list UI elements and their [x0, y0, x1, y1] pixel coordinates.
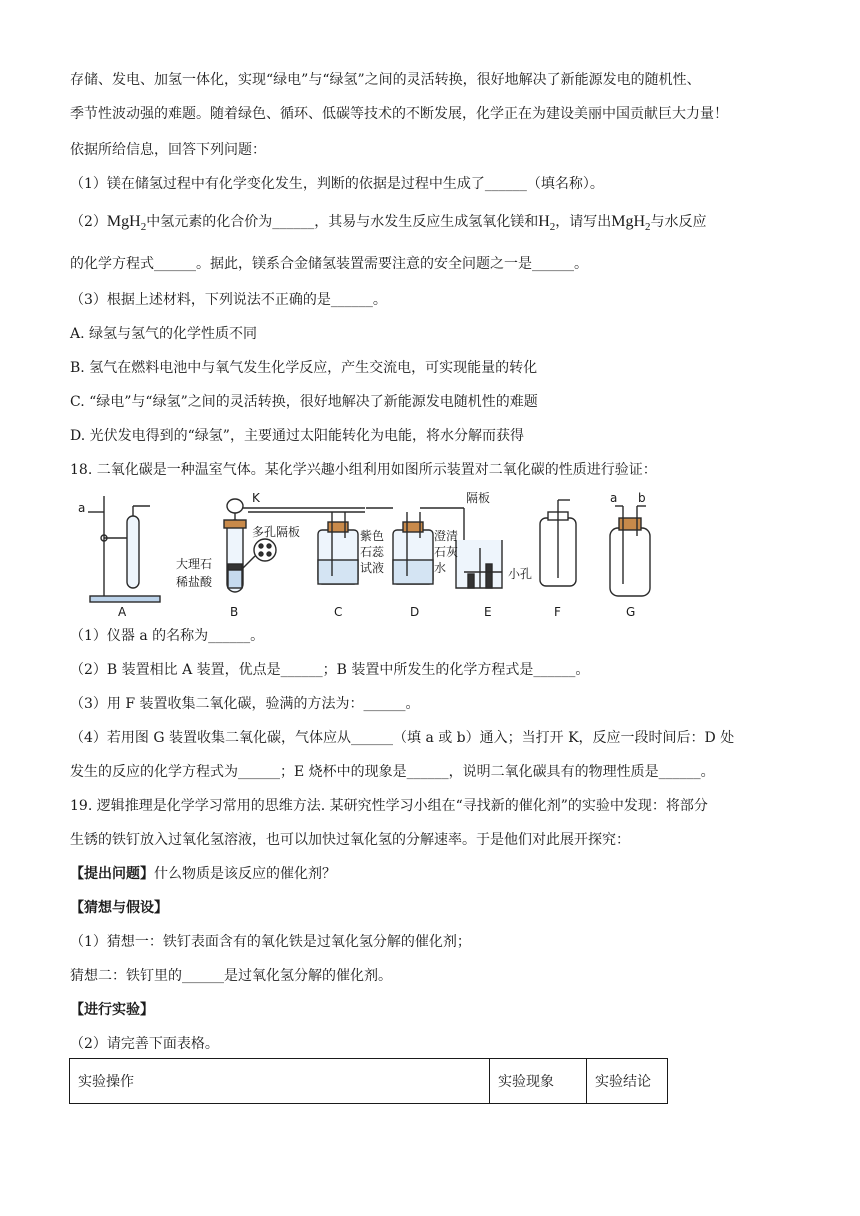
question-17-2-line-2: 的化学方程式______。据此，镁系合金储氢装置需要注意的安全问题之一是______。: [70, 256, 588, 272]
q2-text-3: 与水反应: [650, 214, 707, 230]
question-18-3: （3）用 F 装置收集二氧化碳，验满的方法为：______。: [70, 696, 420, 712]
option-b: B. 氢气在燃料电池中与氧气发生化学反应，产生交流电，可实现能量的转化: [70, 360, 538, 376]
label-litmus-2: 石蕊: [360, 545, 385, 559]
formula-mgh2-2: MgH$_2$: [611, 213, 651, 234]
question-19-stem-2: 生锈的铁钉放入过氧化氢溶液，也可以加快过氧化氢的分解速率。于是他们对此展开探究：: [70, 832, 630, 848]
table-header-operation: 实验操作: [70, 1059, 490, 1104]
experiment-heading: 【进行实验】: [70, 1002, 154, 1018]
intro-line-3: 依据所给信息，回答下列问题：: [70, 142, 266, 158]
q2-text-1: 中氢元素的化合价为______，其易与水发生反应生成氢氧化镁和: [146, 214, 539, 230]
label-partition: 隔板: [466, 491, 491, 505]
apparatus-name-a: A: [118, 605, 127, 618]
apparatus-figure: [70, 488, 670, 618]
problem-text: 什么物质是该反应的催化剂？: [154, 866, 336, 882]
label-limewater-2: 石灰: [434, 545, 459, 559]
test-tube-a: [127, 516, 139, 588]
table-header-phenomenon: 实验现象: [490, 1059, 587, 1104]
label-k: K: [252, 491, 260, 505]
question-19-problem: [70, 864, 336, 884]
label-a: a: [78, 501, 86, 515]
question-18-4: （4）若用图 G 装置收集二氧化碳，气体应从______（填 a 或 b）通入；当打开 K，反应一段时间后：D 处: [70, 730, 735, 746]
label-limewater-3: 水: [434, 561, 447, 575]
formula-mgh2: MgH$_2$: [106, 213, 147, 234]
label-hole: 小孔: [508, 567, 533, 581]
intro-line-1: 存储、发电、加氢一体化，实现“绿电”与“绿氢”之间的灵活转换，很好地解决了新能源发电的随机性、: [70, 72, 701, 88]
q2-text-2: ，请写出: [555, 214, 612, 230]
table-header-conclusion: 实验结论: [587, 1059, 668, 1104]
beaker-e: [456, 540, 502, 588]
intro-line-2: 季节性波动强的难题。随着绿色、循环、低碳等技术的不断发展，化学正在为建设美丽中国贡献巨大力量！: [70, 106, 728, 122]
question-17-3: （3）根据上述材料，下列说法不正确的是______。: [70, 292, 387, 308]
problem-heading: 【提出问题】: [70, 866, 154, 882]
q2-prefix: （2）: [70, 214, 107, 230]
experiment-table: [69, 1058, 668, 1104]
question-18-1: （1）仪器 a 的名称为______。: [70, 628, 265, 644]
formula-h2: $H_2$: [538, 213, 556, 234]
apparatus-name-e: E: [484, 605, 492, 618]
question-17-2: [70, 212, 707, 237]
question-17-1: （1）镁在储氢过程中有化学变化发生，判断的依据是过程中生成了______（填名称）。: [70, 176, 604, 192]
question-19-stem-1: 19. 逻辑推理是化学学习常用的思维方法. 某研究性学习小组在“寻找新的催化剂”的实验中发现：将部分: [70, 798, 708, 814]
stand-base-a: [90, 596, 160, 602]
label-acid: 稀盐酸: [176, 575, 213, 589]
label-litmus-3: 试液: [360, 561, 385, 575]
label-litmus-1: 紫色: [360, 529, 385, 543]
question-18-2: （2）B 装置相比 A 装置，优点是______；B 装置中所发生的化学方程式是______。: [70, 662, 590, 678]
question-18-4-line-2: 发生的反应的化学方程式为______；E 烧杯中的现象是______，说明二氧化碳具有的物理性质是______。: [70, 764, 715, 780]
table-header-row: [70, 1059, 668, 1104]
question-18-stem: 18. 二氧化碳是一种温室气体。某化学兴趣小组利用如图所示装置对二氧化碳的性质进行验证：: [70, 462, 657, 478]
option-a: A. 绿氢与氢气的化学性质不同: [70, 326, 258, 342]
hypothesis-2: 猜想二：铁钉里的______是过氧化氢分解的催化剂。: [70, 968, 392, 984]
apparatus-name-c: C: [334, 605, 343, 618]
option-c: C. “绿电”与“绿氢”之间的灵活转换，很好地解决了新能源发电随机性的难题: [70, 394, 538, 410]
hypothesis-1: （1）猜想一：铁钉表面含有的氧化铁是过氧化氢分解的催化剂；: [70, 934, 471, 950]
label-g-b: b: [638, 491, 646, 505]
apparatus-name-g: G: [626, 605, 636, 618]
apparatus-name-f: F: [554, 605, 561, 618]
apparatus-name-d: D: [410, 605, 420, 618]
label-limewater-1: 澄清: [434, 529, 459, 543]
bottle-g: [610, 528, 650, 596]
label-g-a: a: [610, 491, 618, 505]
label-multi-partition: 多孔隔板: [252, 525, 301, 539]
funnel-b: [227, 499, 243, 513]
label-marble: 大理石: [176, 557, 213, 571]
hypothesis-heading: 【猜想与假设】: [70, 900, 168, 916]
option-d: D. 光伏发电得到的“绿氢”，主要通过太阳能转化为电能，将水分解而获得: [70, 428, 524, 444]
apparatus-name-b: B: [230, 605, 239, 618]
table-intro: （2）请完善下面表格。: [70, 1036, 219, 1052]
